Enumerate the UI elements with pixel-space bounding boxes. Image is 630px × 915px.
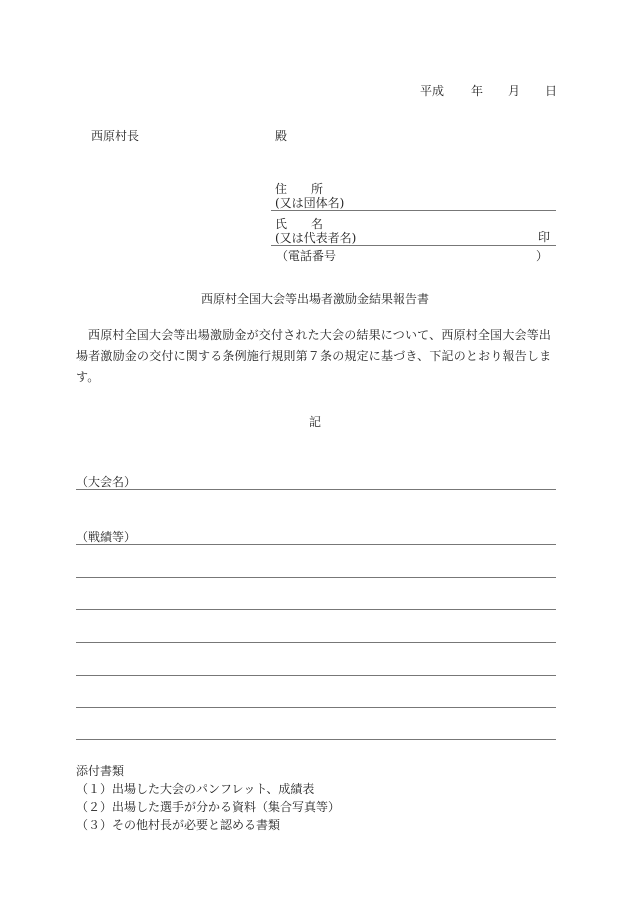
- body-paragraph: 西原村全国大会等出場激励金が交付された大会の結果について、西原村全国大会等出場者激励金の交付に関する条例施行規則第７条の規定に基づき、下記のとおり報告します。: [76, 328, 552, 384]
- results-line-7: [76, 739, 556, 740]
- attachment-item-2: （２）出場した選手が分かる資料（集合写真等）: [76, 800, 341, 814]
- address-underline: [271, 210, 556, 211]
- tournament-label: （大会名）: [76, 475, 137, 489]
- attachments-heading: 添付書類: [76, 764, 125, 778]
- results-line-6: [76, 707, 556, 708]
- address-sub-label: (又は団体名): [275, 196, 345, 210]
- addressee-honorific: 殿: [275, 129, 288, 143]
- name-sub-label: (又は代表者名): [275, 231, 357, 245]
- name-label: 氏 名: [275, 217, 324, 231]
- date-year: 年: [471, 84, 484, 98]
- phone-close: ）: [536, 249, 549, 263]
- tournament-underline: [76, 489, 556, 490]
- results-line-5: [76, 675, 556, 676]
- results-line-3: [76, 609, 556, 610]
- date-day: 日: [545, 84, 558, 98]
- results-line-2: [76, 577, 556, 578]
- attachment-item-1: （１）出場した大会のパンフレット、成績表: [76, 782, 315, 796]
- date-line: [0, 84, 630, 98]
- results-line-4: [76, 642, 556, 643]
- date-era: 平成: [420, 84, 445, 98]
- name-underline: [271, 245, 556, 246]
- seal-mark: 印: [538, 230, 551, 244]
- attachment-item-3: （３）その他村長が必要と認める書類: [76, 818, 281, 832]
- document-title: 西原村全国大会等出場者激励金結果報告書: [200, 292, 429, 306]
- date-month: 月: [508, 84, 521, 98]
- phone-open: （電話番号: [276, 249, 337, 263]
- address-label: 住 所: [275, 182, 324, 196]
- addressee-name: 西原村長: [91, 129, 140, 143]
- ki-label: 記: [308, 415, 321, 429]
- results-underline: [76, 544, 556, 545]
- results-label: （戦績等）: [76, 530, 137, 544]
